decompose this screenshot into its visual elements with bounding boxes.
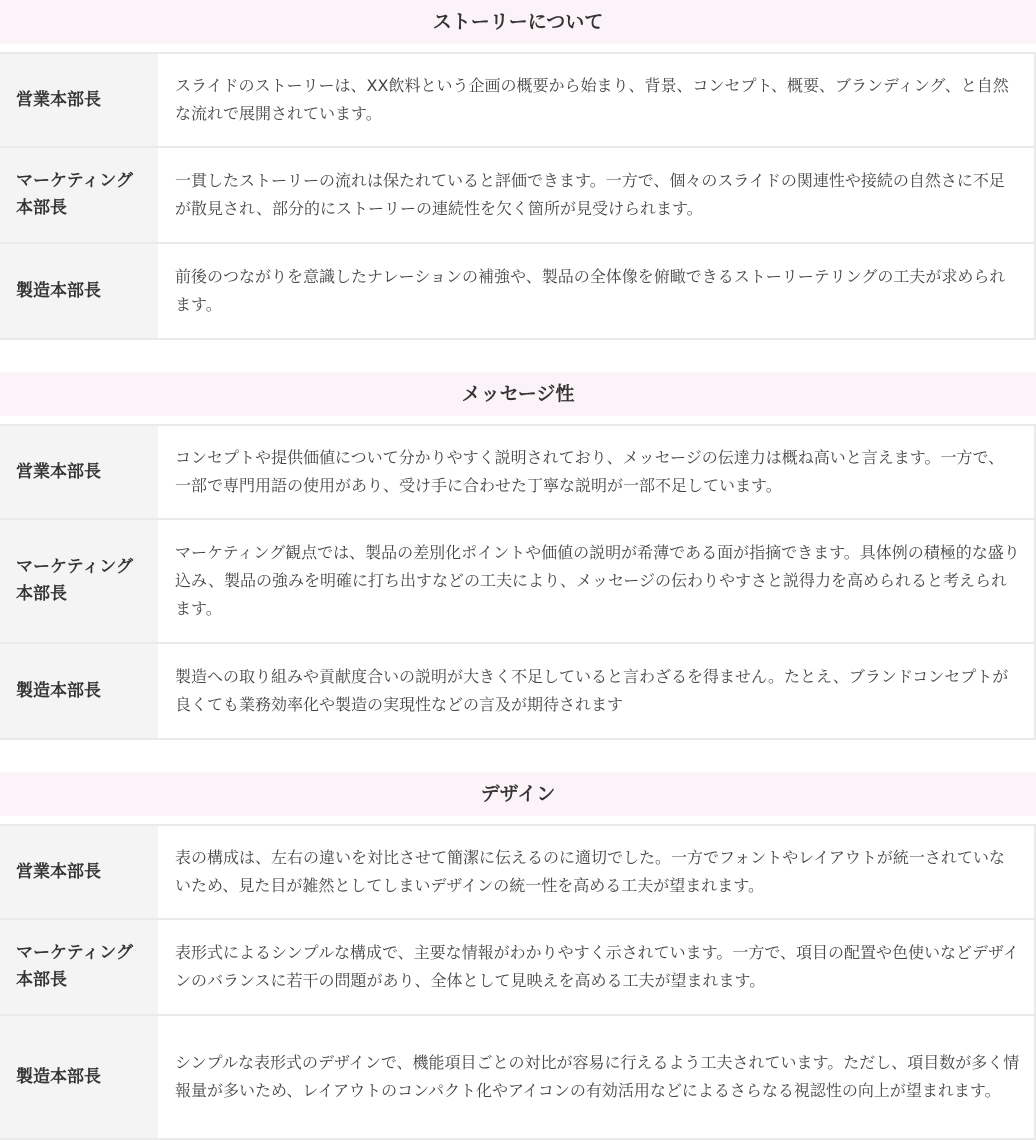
comment-text: コンセプトや提供価値について分かりやすく説明されており、メッセージの伝達力は概ね高いと言えます。一方で、一部で専門用語の使用があり、受け手に合わせた丁寧な説明が一部不足しています。 bbox=[158, 425, 1035, 519]
review-table bbox=[0, 52, 1036, 340]
table-row bbox=[0, 147, 1035, 243]
role-label: 営業本部長 bbox=[0, 53, 158, 147]
role-label: 営業本部長 bbox=[0, 425, 158, 519]
table-row bbox=[0, 425, 1035, 519]
role-label: 製造本部長 bbox=[0, 1015, 158, 1139]
comment-text: 前後のつながりを意識したナレーションの補強や、製品の全体像を俯瞰できるストーリーテリングの工夫が求められます。 bbox=[158, 243, 1035, 339]
section-title: デザイン bbox=[0, 772, 1036, 816]
table-row bbox=[0, 1015, 1035, 1139]
role-label: マーケティング本部長 bbox=[0, 147, 158, 243]
role-label: 営業本部長 bbox=[0, 825, 158, 919]
role-label: マーケティング本部長 bbox=[0, 519, 158, 643]
review-table bbox=[0, 824, 1036, 1140]
table-row bbox=[0, 53, 1035, 147]
comment-text: 表形式によるシンプルな構成で、主要な情報がわかりやすく示されています。一方で、項目の配置や色使いなどデザインのバランスに若干の問題があり、全体として見映えを高める工夫が望まれます。 bbox=[158, 919, 1035, 1015]
section-story bbox=[0, 0, 1036, 340]
section-title: メッセージ性 bbox=[0, 372, 1036, 416]
comment-text: シンプルな表形式のデザインで、機能項目ごとの対比が容易に行えるよう工夫されています。ただし、項目数が多く情報量が多いため、レイアウトのコンパクト化やアイコンの有効活用などによるさらなる視認性の向上が望まれます。 bbox=[158, 1015, 1035, 1139]
comment-text: マーケティング観点では、製品の差別化ポイントや価値の説明が希薄である面が指摘できます。具体例の積極的な盛り込み、製品の強みを明確に打ち出すなどの工夫により、メッセージの伝わりやすさと説得力を高められると考えられます。 bbox=[158, 519, 1035, 643]
comment-text: スライドのストーリーは、XX飲料という企画の概要から始まり、背景、コンセプト、概要、ブランディング、と自然な流れで展開されています。 bbox=[158, 53, 1035, 147]
table-row bbox=[0, 919, 1035, 1015]
section-message bbox=[0, 372, 1036, 740]
table-row bbox=[0, 825, 1035, 919]
table-row bbox=[0, 519, 1035, 643]
table-row bbox=[0, 243, 1035, 339]
role-label: 製造本部長 bbox=[0, 643, 158, 739]
role-label: マーケティング本部長 bbox=[0, 919, 158, 1015]
comment-text: 製造への取り組みや貢献度合いの説明が大きく不足していると言わざるを得ません。たとえ、ブランドコンセプトが良くても業務効率化や製造の実現性などの言及が期待されます bbox=[158, 643, 1035, 739]
table-row bbox=[0, 643, 1035, 739]
section-title: ストーリーについて bbox=[0, 0, 1036, 44]
section-design bbox=[0, 772, 1036, 1140]
comment-text: 一貫したストーリーの流れは保たれていると評価できます。一方で、個々のスライドの関連性や接続の自然さに不足が散見され、部分的にストーリーの連続性を欠く箇所が見受けられます。 bbox=[158, 147, 1035, 243]
review-table bbox=[0, 424, 1036, 740]
comment-text: 表の構成は、左右の違いを対比させて簡潔に伝えるのに適切でした。一方でフォントやレイアウトが統一されていないため、見た目が雑然としてしまいデザインの統一性を高める工夫が望まれます。 bbox=[158, 825, 1035, 919]
role-label: 製造本部長 bbox=[0, 243, 158, 339]
